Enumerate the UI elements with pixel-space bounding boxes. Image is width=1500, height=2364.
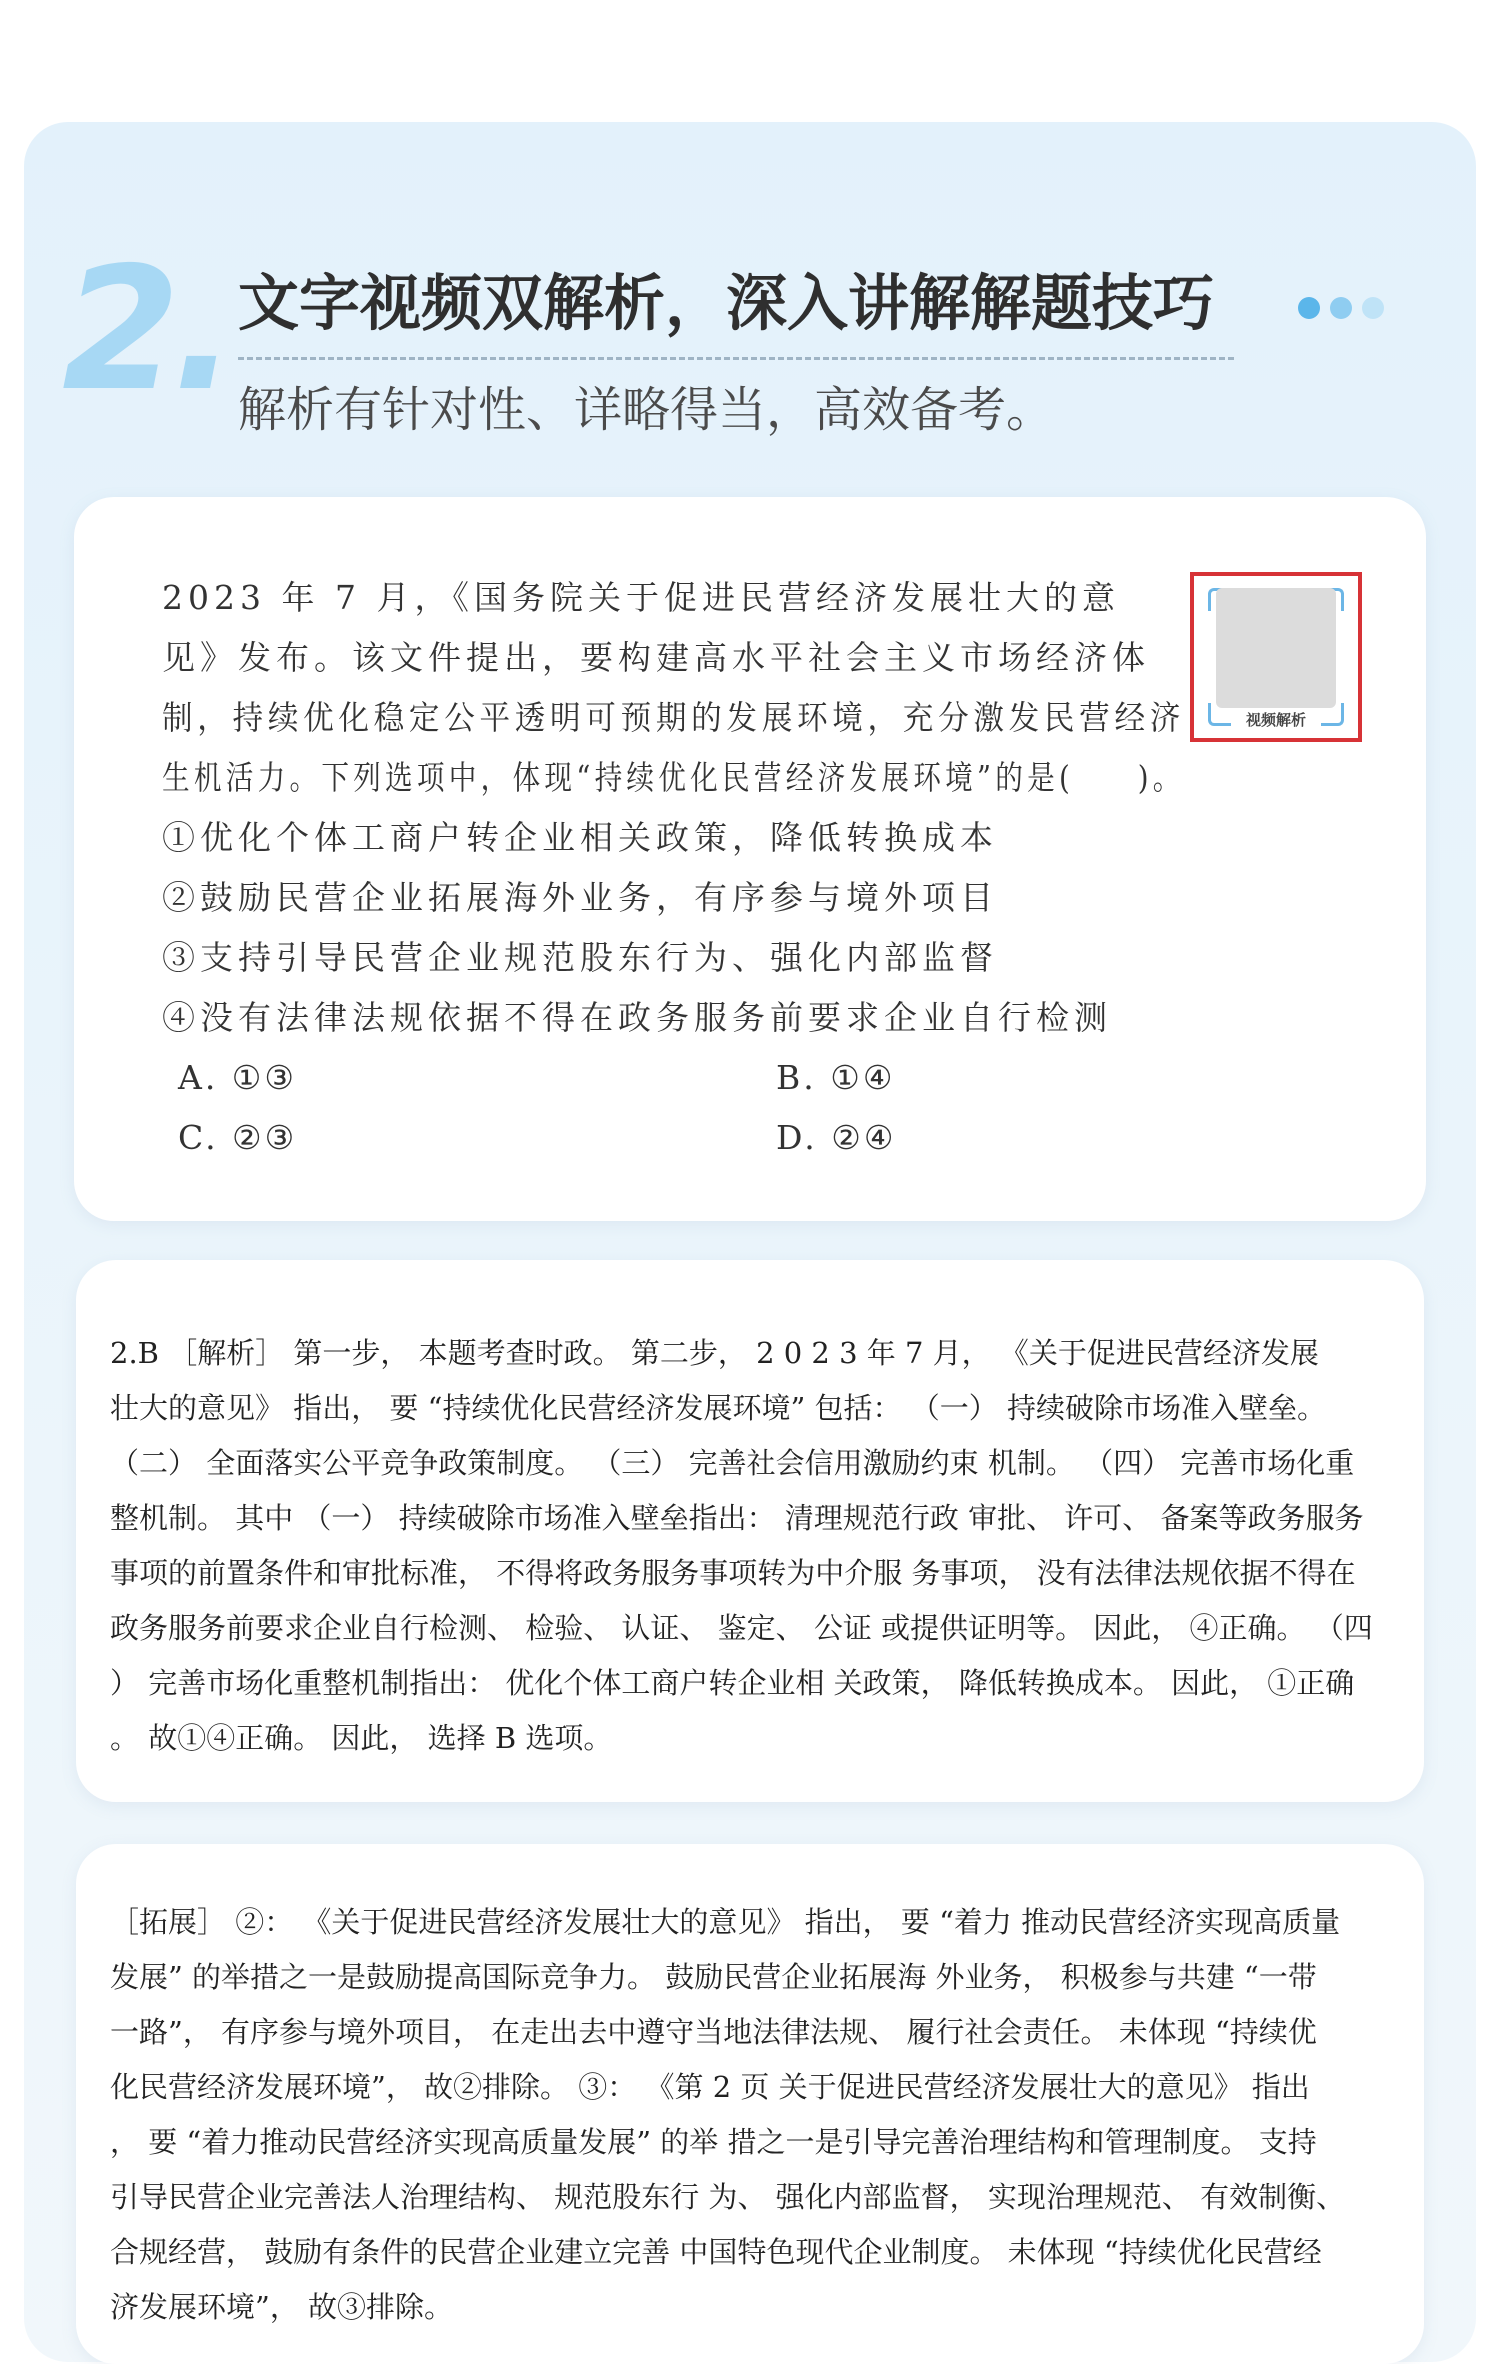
qr-label: 视频解析 xyxy=(1245,711,1306,729)
analysis-line: 整机制。 其中 （一） 持续破除市场准入壁垒指出： 清理规范行政 审批、 许可、 备案等政务服务 xyxy=(110,1501,1364,1535)
statement-3: ③支持引导民营企业规范股东行为、强化内部监督 xyxy=(162,938,998,977)
extension-line: ， 要 “着力推动民营经济实现高质量发展” 的举 措之一是引导完善治理结构和管理制度。 支持 xyxy=(110,2125,1317,2159)
analysis-line: 事项的前置条件和审批标准， 不得将政务服务事项转为中介服 务事项， 没有法律法规依据不得在 xyxy=(110,1556,1356,1590)
section-title: 文字视频双解析，深入讲解解题技巧 xyxy=(238,268,1215,339)
analysis-line: 2.B ［解析］ 第一步， 本题考查时政。 第二步， 2 0 2 3 年 7 月， 《关于促进民营经济发展 xyxy=(110,1336,1319,1370)
extension-line: 济发展环境”， 故③排除。 xyxy=(110,2290,454,2324)
dot-icon xyxy=(1298,297,1320,319)
statement-4: ④没有法律法规依据不得在政务服务前要求企业自行检测 xyxy=(162,998,1112,1037)
question-line: 生机活力。下列选项中，体现“持续优化民营经济发展环境”的是( )。 xyxy=(162,758,1185,797)
option-d: D. ②④ xyxy=(776,1118,897,1157)
section-subtitle: 解析有针对性、详略得当，高效备考。 xyxy=(238,382,1055,438)
statement-2: ②鼓励民营企业拓展海外业务，有序参与境外项目 xyxy=(162,878,998,917)
video-analysis-qr[interactable] xyxy=(1190,572,1362,742)
qr-code-icon xyxy=(1216,588,1336,708)
analysis-line: 政务服务前要求企业自行检测、 检验、 认证、 鉴定、 公证 或提供证明等。 因此， ④正确。 （四 xyxy=(110,1611,1373,1645)
option-a: A. ①③ xyxy=(178,1058,297,1097)
question-line: 见》发布。该文件提出，要构建高水平社会主义市场经济体 xyxy=(162,638,1150,677)
question-line: 2023 年 7 月，《国务院关于促进民营经济发展壮大的意 xyxy=(162,578,1120,617)
statement-1: ①优化个体工商户转企业相关政策，降低转换成本 xyxy=(162,818,998,857)
option-c: C. ②③ xyxy=(178,1118,298,1157)
analysis-line: 。 故①④正确。 因此， 选择 B 选项。 xyxy=(110,1721,613,1755)
decorative-dots xyxy=(1298,296,1384,320)
extension-line: 引导民营企业完善法人治理结构、 规范股东行 为、 强化内部监督， 实现治理规范、 有效制衡、 xyxy=(110,2180,1346,2214)
analysis-line: ） 完善市场化重整机制指出： 优化个体工商户转企业相 关政策， 降低转换成本。 因此， ①正确 xyxy=(110,1666,1355,1700)
dot-icon xyxy=(1330,297,1352,319)
extension-line: 一路”， 有序参与境外项目， 在走出去中遵守当地法律法规、 履行社会责任。 未体现 “持续优 xyxy=(110,2015,1317,2049)
section-number: 2. xyxy=(62,231,229,429)
analysis-text xyxy=(110,1326,1400,1766)
extension-line: ［拓展］ ②： 《关于促进民营经济发展壮大的意见》 指出， 要 “着力 推动民营经济实现高质量 xyxy=(110,1905,1341,1939)
title-divider xyxy=(238,357,1234,360)
question-line: 制，持续优化稳定公平透明可预期的发展环境，充分激发民营经济 xyxy=(162,698,1185,737)
extension-line: 发展” 的举措之一是鼓励提高国际竞争力。 鼓励民营企业拓展海 外业务， 积极参与共建 “一带 xyxy=(110,1960,1317,1994)
option-b: B. ①④ xyxy=(776,1058,896,1097)
analysis-line: （二） 全面落实公平竞争政策制度。 （三） 完善社会信用激励约束 机制。 （四） 完善市场化重 xyxy=(110,1446,1355,1480)
dot-icon xyxy=(1362,297,1384,319)
extension-text xyxy=(110,1895,1400,2335)
analysis-line: 壮大的意见》 指出， 要 “持续优化民营经济发展环境” 包括： （一） 持续破除市场准入壁垒。 xyxy=(110,1391,1326,1425)
extension-line: 合规经营， 鼓励有条件的民营企业建立完善 中国特色现代企业制度。 未体现 “持续优化民营经 xyxy=(110,2235,1322,2269)
extension-line: 化民营经济发展环境”， 故②排除。 ③： 《第 2 页 关于促进民营经济发展壮大的意见》 指出 xyxy=(110,2070,1310,2104)
